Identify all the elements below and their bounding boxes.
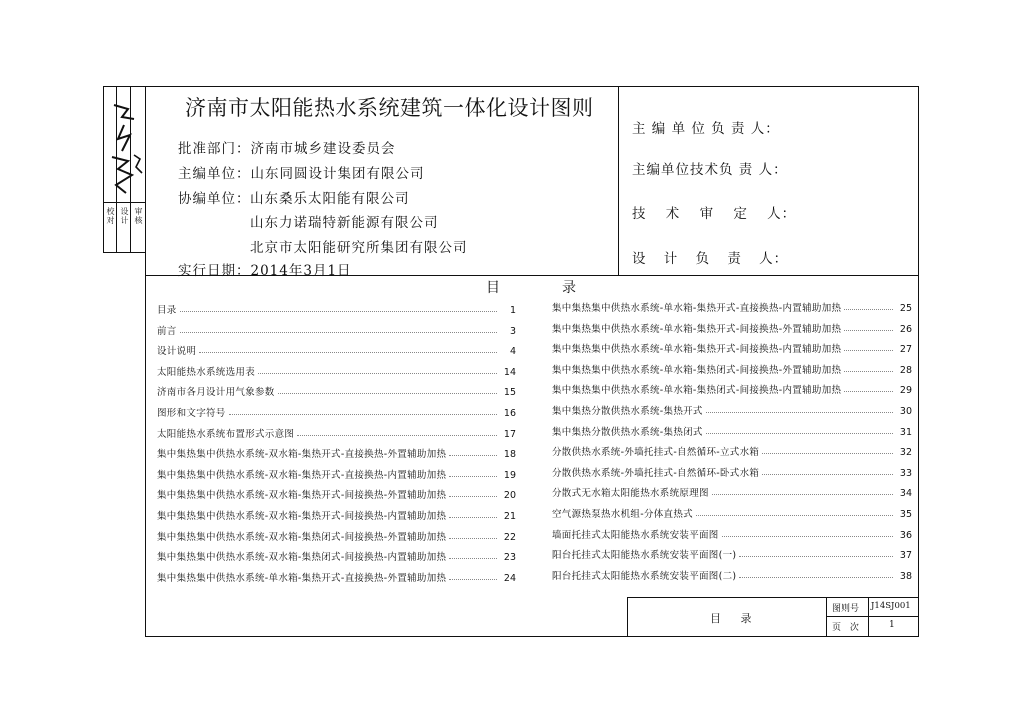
toc-entry[interactable] xyxy=(157,422,516,440)
toc-entry-label: 太阳能热水系统选用表 xyxy=(157,366,256,378)
toc-leader-dots xyxy=(449,579,497,580)
toc-leader-dots xyxy=(449,558,497,559)
toc-entry[interactable] xyxy=(157,380,516,398)
strip-label-design: 设计 xyxy=(120,207,129,225)
side-signature-strip xyxy=(103,86,145,253)
co-editor-2: 山东力诺瑞特新能源有限公司 xyxy=(250,215,439,231)
header-divider-vertical xyxy=(618,86,619,275)
toc-leader-dots xyxy=(722,536,893,537)
toc-entry-page: 17 xyxy=(503,428,516,440)
toc-entry-page: 30 xyxy=(899,406,912,417)
titleblock-sheet-title: 目 录 xyxy=(710,612,760,625)
toc-entry-page: 22 xyxy=(503,531,516,543)
toc-entry-page: 31 xyxy=(899,426,912,438)
toc-leader-dots xyxy=(229,414,497,415)
toc-leader-dots xyxy=(199,352,497,353)
toc-entry-label: 集中集热集中供热水系统-单水箱-集热开式-间接换热-外置辅助加热 xyxy=(552,323,842,335)
toc-leader-dots xyxy=(449,496,497,497)
effective-date: 实行日期：2014年3月1日 xyxy=(178,263,352,279)
toc-entry-page: 33 xyxy=(899,467,912,479)
toc-entry-page: 24 xyxy=(503,572,516,584)
chief-editor-unit: 主编单位：山东同圆设计集团有限公司 xyxy=(178,166,425,182)
toc-leader-dots xyxy=(739,577,893,578)
toc-entry[interactable] xyxy=(157,339,516,357)
toc-entry-label: 集中集热集中供热水系统-单水箱-集热闭式-间接换热-内置辅助加热 xyxy=(552,385,842,397)
toc-entry-page: 32 xyxy=(899,447,912,459)
toc-leader-dots xyxy=(739,556,893,557)
toc-entry[interactable] xyxy=(157,298,516,316)
toc-leader-dots xyxy=(762,474,893,475)
toc-entry-label: 分散供热水系统-外墙托挂式-自然循环-立式水箱 xyxy=(552,447,760,459)
toc-entry-page: 25 xyxy=(899,303,912,314)
toc-entry-page: 34 xyxy=(899,488,912,500)
toc-entry-page: 18 xyxy=(503,449,516,461)
document-title: 济南市太阳能热水系统建筑一体化设计图则 xyxy=(185,96,594,120)
toc-entry-page: 1 xyxy=(509,305,516,316)
toc-leader-dots xyxy=(180,332,497,333)
toc-leader-dots xyxy=(696,515,893,516)
toc-entry-page: 23 xyxy=(503,552,516,564)
toc-entry-page: 20 xyxy=(503,490,516,502)
toc-entry[interactable] xyxy=(157,463,516,481)
titleblock-border-top xyxy=(627,597,919,598)
toc-entry[interactable] xyxy=(157,442,516,460)
toc-entry-page: 37 xyxy=(899,550,912,562)
toc-entry-label: 集中集热集中供热水系统-单水箱-集热开式-直接换热-外置辅助加热 xyxy=(157,572,447,584)
toc-entry-label: 集中集热集中供热水系统-双水箱-集热开式-直接换热-外置辅助加热 xyxy=(157,449,447,461)
toc-leader-dots xyxy=(449,517,497,518)
toc-entry-label: 阳台托挂式太阳能热水系统安装平面图(一) xyxy=(552,550,737,562)
toc-leader-dots xyxy=(844,309,893,310)
toc-entry-page: 14 xyxy=(503,366,516,378)
toc-entry-label: 阳台托挂式太阳能热水系统安装平面图(二) xyxy=(552,570,737,582)
toc-entry-page: 21 xyxy=(503,511,516,522)
toc-entry[interactable] xyxy=(552,358,912,376)
toc-entry[interactable] xyxy=(552,337,912,355)
toc-leader-dots xyxy=(844,391,893,392)
toc-entry-page: 36 xyxy=(899,529,912,541)
co-editor-3: 北京市太阳能研究所集团有限公司 xyxy=(250,240,468,256)
co-editor-1: 山东桑乐太阳能有限公司 xyxy=(250,191,410,207)
toc-heading-left: 目 xyxy=(486,280,500,296)
toc-entry-page: 27 xyxy=(899,344,912,356)
toc-entry-label: 分散式无水箱太阳能热水系统原理图 xyxy=(552,488,709,500)
toc-entry-label: 太阳能热水系统布置形式示意图 xyxy=(157,428,295,440)
toc-entry-page: 29 xyxy=(899,385,912,397)
toc-leader-dots xyxy=(449,538,497,539)
handwritten-signature xyxy=(104,95,146,200)
toc-entry[interactable] xyxy=(157,504,516,522)
toc-entry[interactable] xyxy=(552,420,912,438)
toc-entry-page: 38 xyxy=(899,570,912,582)
toc-entry-page: 15 xyxy=(503,387,516,399)
toc-entry-page: 3 xyxy=(509,325,516,337)
toc-entry[interactable] xyxy=(552,461,912,479)
toc-entry-label: 空气源热泵热水机组-分体直热式 xyxy=(552,509,693,520)
toc-leader-dots xyxy=(844,371,893,372)
toc-leader-dots xyxy=(844,350,893,351)
toc-leader-dots xyxy=(844,330,893,331)
toc-leader-dots xyxy=(712,494,893,495)
toc-leader-dots xyxy=(706,433,893,434)
titleblock-divider-2 xyxy=(868,597,869,637)
toc-entry[interactable] xyxy=(157,483,516,501)
toc-entry[interactable] xyxy=(157,319,516,337)
toc-entry-label: 济南市各月设计用气象参数 xyxy=(157,387,275,399)
toc-entry-page: 19 xyxy=(503,469,516,481)
toc-entry-label: 集中集热集中供热水系统-双水箱-集热开式-间接换热-外置辅助加热 xyxy=(157,490,447,502)
toc-entry-label: 前言 xyxy=(157,325,177,337)
co-editor-label: 协编单位： xyxy=(178,191,251,207)
toc-entry-label: 集中集热集中供热水系统-双水箱-集热闭式-间接换热-内置辅助加热 xyxy=(157,552,447,564)
toc-entry-page: 16 xyxy=(503,408,516,419)
titleblock-divider-h xyxy=(826,616,919,617)
toc-entry-label: 集中集热集中供热水系统-单水箱-集热闭式-间接换热-外置辅助加热 xyxy=(552,364,842,376)
toc-entry-label: 墙面托挂式太阳能热水系统安装平面图 xyxy=(552,529,719,541)
approval-dept: 批准部门：济南市城乡建设委员会 xyxy=(178,141,396,157)
toc-leader-dots xyxy=(762,453,893,454)
toc-entry-label: 分散供热水系统-外墙托挂式-自然循环-卧式水箱 xyxy=(552,467,760,479)
strip-label-review: 审核 xyxy=(134,207,143,225)
toc-leader-dots xyxy=(297,435,497,436)
toc-entry-label: 集中集热集中供热水系统-双水箱-集热闭式-间接换热-外置辅助加热 xyxy=(157,531,447,543)
toc-entry[interactable] xyxy=(552,502,912,520)
toc-entry[interactable] xyxy=(552,399,912,417)
toc-entry-label: 集中集热集中供热水系统-单水箱-集热开式-间接换热-内置辅助加热 xyxy=(552,344,842,356)
toc-entry[interactable] xyxy=(157,525,516,543)
sig-chief-unit-tech-leader: 主编单位技术负 责 人： xyxy=(632,162,788,178)
toc-entry-label: 图形和文字符号 xyxy=(157,408,226,419)
toc-entry[interactable] xyxy=(552,481,912,499)
toc-leader-dots xyxy=(258,373,497,374)
toc-entry[interactable] xyxy=(157,545,516,563)
toc-entry[interactable] xyxy=(157,401,516,419)
toc-entry[interactable] xyxy=(157,360,516,378)
toc-entry-label: 集中集热集中供热水系统-双水箱-集热开式-间接换热-内置辅助加热 xyxy=(157,511,447,522)
sig-design-leader: 设 计 负 责 人： xyxy=(632,251,789,267)
titleblock-drawing-no: J14SJ001 xyxy=(871,601,911,611)
titleblock-drawing-no-label: 图则号 xyxy=(832,604,860,614)
toc-entry-label: 目录 xyxy=(157,305,177,316)
toc-entry[interactable] xyxy=(552,440,912,458)
toc-entry[interactable] xyxy=(552,378,912,396)
toc-entry-label: 集中集热集中供热水系统-单水箱-集热开式-直接换热-内置辅助加热 xyxy=(552,303,842,314)
sig-chief-unit-leader: 主 编 单 位 负 责 人： xyxy=(632,121,780,137)
titleblock-divider-1 xyxy=(826,597,827,637)
toc-entry-label: 集中集热分散供热水系统-集热闭式 xyxy=(552,426,703,438)
toc-entry[interactable] xyxy=(552,543,912,561)
titleblock-border-left xyxy=(627,597,628,637)
strip-label-proofread: 校对 xyxy=(106,207,115,225)
toc-entry[interactable] xyxy=(552,523,912,541)
toc-leader-dots xyxy=(278,393,497,394)
toc-entry-page: 28 xyxy=(899,364,912,376)
toc-heading-right: 录 xyxy=(562,280,576,296)
toc-entry-page: 35 xyxy=(899,509,912,520)
toc-entry[interactable] xyxy=(552,317,912,335)
titleblock-page-label: 页 次 xyxy=(832,623,859,633)
toc-entry[interactable] xyxy=(552,296,912,314)
toc-entry[interactable] xyxy=(157,566,516,584)
toc-leader-dots xyxy=(180,311,497,312)
toc-entry-page: 4 xyxy=(509,346,516,358)
toc-entry-page: 26 xyxy=(899,323,912,335)
toc-leader-dots xyxy=(706,412,893,413)
toc-leader-dots xyxy=(449,455,497,456)
sig-tech-reviewer: 技 术 审 定 人： xyxy=(632,206,797,222)
toc-entry-label: 集中集热集中供热水系统-双水箱-集热开式-直接换热-内置辅助加热 xyxy=(157,469,447,481)
toc-entry[interactable] xyxy=(552,564,912,582)
toc-entry-label: 设计说明 xyxy=(157,346,197,358)
toc-entry-label: 集中集热分散供热水系统-集热开式 xyxy=(552,406,703,417)
titleblock-page-no: 1 xyxy=(889,620,895,630)
toc-leader-dots xyxy=(449,476,497,477)
